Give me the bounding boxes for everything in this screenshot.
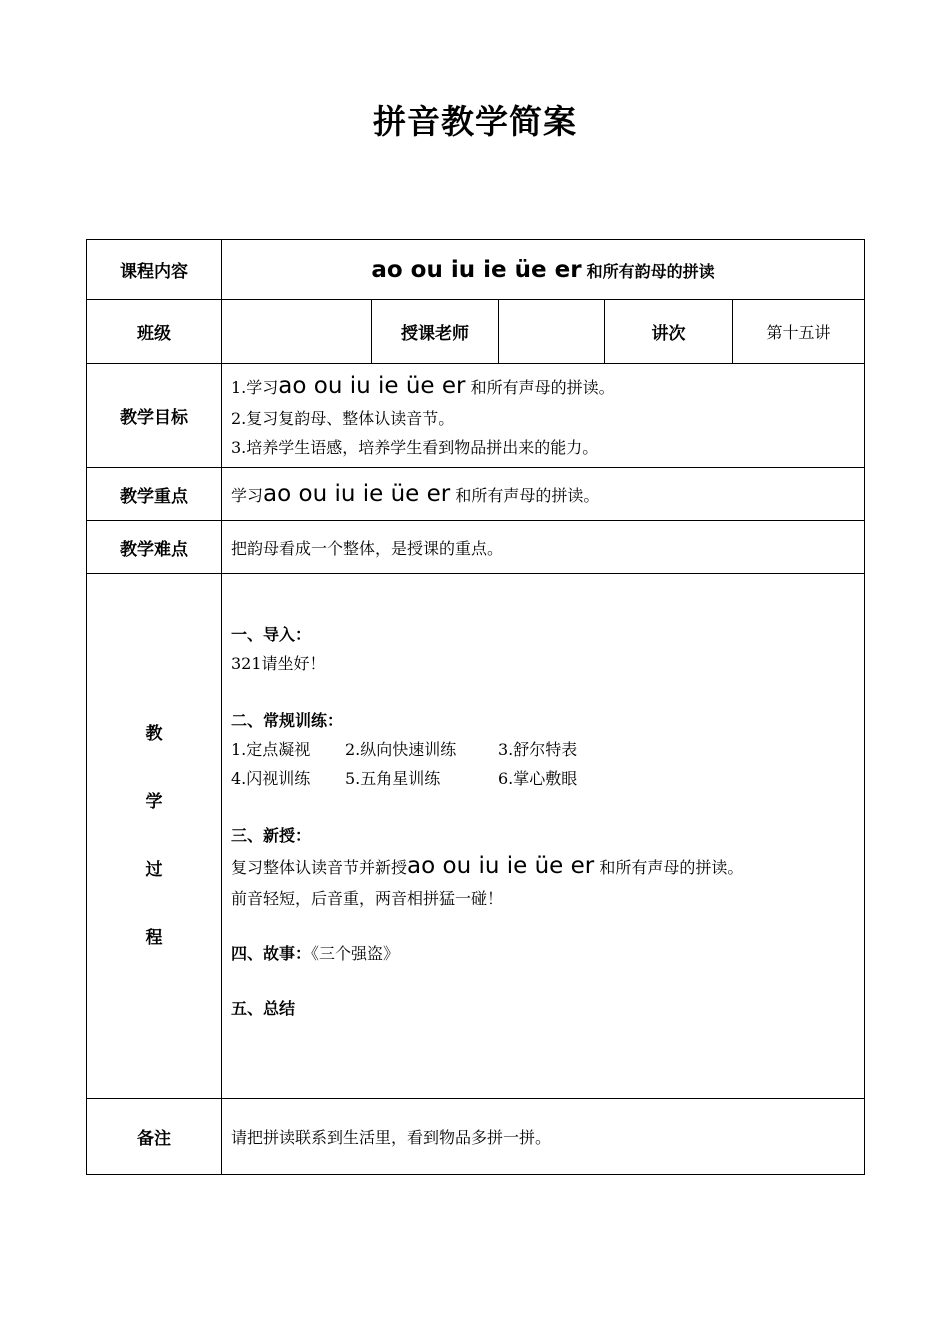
focus-label: 教学重点	[87, 468, 222, 521]
new-lesson-text: 复习整体认读音节并新授ao ou iu ie üe er 和所有声母的拼读。	[231, 853, 744, 879]
class-label: 班级	[87, 300, 222, 364]
notes-content: 请把拼读联系到生活里，看到物品多拼一拼。	[222, 1099, 865, 1175]
course-content	[222, 240, 865, 300]
goals-row	[87, 364, 865, 468]
focus-row	[87, 468, 865, 521]
intro-heading: 一、导入：	[231, 625, 312, 644]
goal-item-1: 1.学习ao ou iu ie üe er 和所有声母的拼读。	[231, 372, 615, 399]
lesson-plan-table	[86, 239, 865, 1175]
session-value: 第十五讲	[733, 300, 865, 364]
new-lesson-heading: 三、新授：	[231, 826, 312, 845]
info-row	[87, 300, 865, 364]
notes-label: 备注	[87, 1099, 222, 1175]
focus-content: 学习ao ou iu ie üe er 和所有声母的拼读。	[222, 468, 865, 521]
goal-item-3: 3.培养学生语感，培养学生看到物品拼出来的能力。	[231, 437, 599, 457]
training-heading: 二、常规训练：	[231, 711, 344, 730]
process-row	[87, 574, 865, 1099]
summary-heading: 五、总结	[231, 999, 296, 1018]
process-content	[222, 574, 865, 1099]
goals-label: 教学目标	[87, 364, 222, 468]
course-label: 课程内容	[87, 240, 222, 300]
class-value	[222, 300, 372, 364]
intro-text: 321请坐好！	[231, 654, 326, 673]
training-line-1: 1.定点凝视 2.纵向快速训练 3.舒尔特表	[231, 740, 578, 759]
course-tail: 和所有韵母的拼读	[586, 261, 715, 281]
page-title: 拼音教学简案	[373, 102, 577, 141]
teacher-label: 授课老师	[372, 300, 499, 364]
difficulty-label: 教学难点	[87, 521, 222, 574]
goal-item-2: 2.复习复韵母、整体认读音节。	[231, 408, 455, 428]
course-row	[87, 240, 865, 300]
notes-row	[87, 1099, 865, 1175]
difficulty-content: 把韵母看成一个整体，是授课的重点。	[222, 521, 865, 574]
story-line: 四、故事：《三个强盗》	[231, 944, 400, 963]
training-line-2: 4.闪视训练 5.五角星训练 6.掌心敷眼	[231, 769, 578, 788]
process-label: 教 学 过 程	[87, 574, 222, 1099]
session-label: 讲次	[605, 300, 733, 364]
goals-content	[222, 364, 865, 468]
course-pinyin: ao ou iu ie üe er	[371, 256, 582, 283]
difficulty-row	[87, 521, 865, 574]
teacher-value	[499, 300, 605, 364]
new-lesson-text-2: 前音轻短，后音重，两音相拼猛一碰！	[231, 889, 504, 908]
